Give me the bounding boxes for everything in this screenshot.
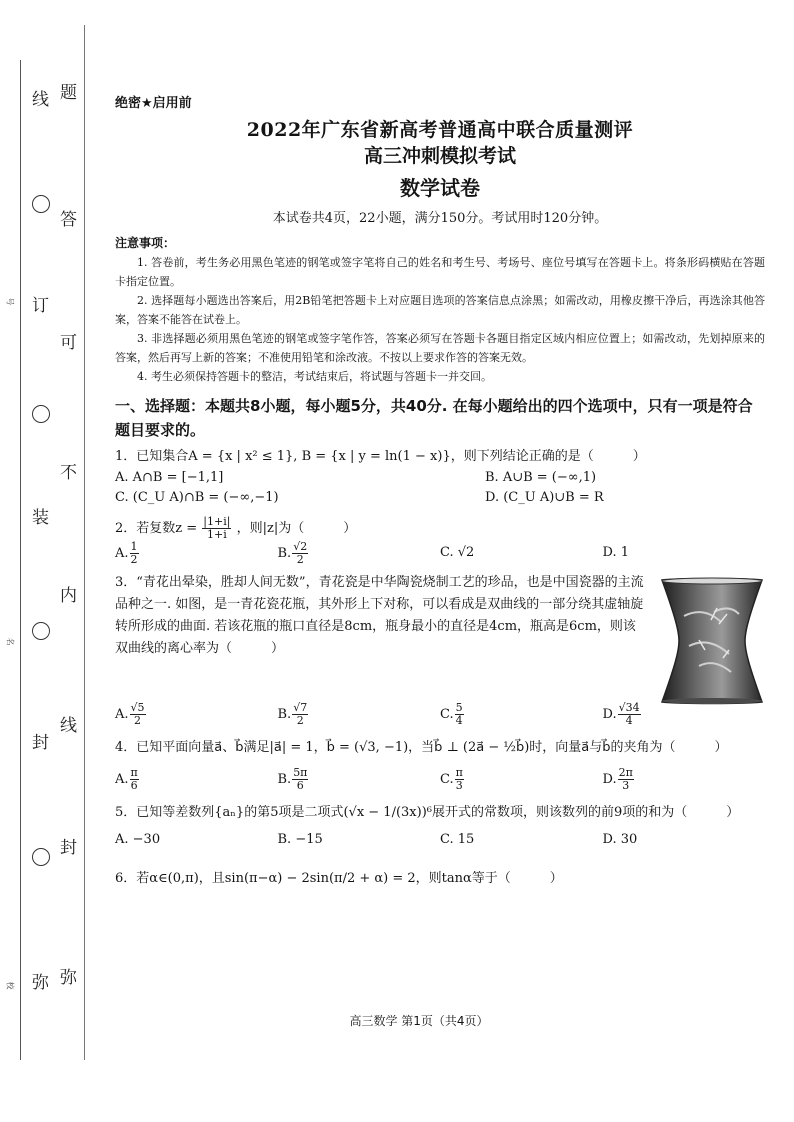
numerator: √5 xyxy=(130,701,145,714)
denominator: 1+i xyxy=(207,528,227,541)
binding-inner-line xyxy=(84,25,85,1060)
option-label: D. xyxy=(602,772,617,787)
denominator: 2 xyxy=(130,553,138,566)
option-d: D. 1 xyxy=(602,545,629,560)
denominator: 3 xyxy=(455,779,463,792)
question-2-suffix: ，则|z|为（ ） xyxy=(236,521,357,536)
denominator: 2 xyxy=(296,714,304,727)
question-4-options xyxy=(115,767,765,792)
option-d: D. 30 xyxy=(602,832,638,847)
option-c xyxy=(440,767,603,792)
exam-page xyxy=(115,92,765,890)
section-title: 一、选择题：本题共8小题，每小题5分，共40分. 在每小题给出的四个选项中，只有一项是符合题目要求的。 xyxy=(115,397,753,439)
fraction xyxy=(130,541,139,566)
margin-label-mark: 名 xyxy=(5,637,15,646)
notice-item: 4. 考生必须保持答题卡的整洁，考试结束后，将试题与答题卡一并交回。 xyxy=(137,370,492,383)
question-6-stem: 6．若α∈(0,π)，且sin(π−α) − 2sin(π/2 + α) = 2，则tanα等于（ ） xyxy=(115,871,563,886)
question-2-prefix: 2．若复数z = xyxy=(115,521,198,536)
fraction xyxy=(292,702,308,727)
numerator: 1 xyxy=(130,540,138,553)
numerator: √2 xyxy=(293,540,308,553)
seal-char: 不 xyxy=(60,463,77,483)
denominator: 6 xyxy=(296,779,304,792)
option-label: C. xyxy=(440,772,454,787)
option-c: C. 15 xyxy=(440,832,475,847)
option-c: C. (C_U A)∩B = (−∞,−1) xyxy=(115,490,279,505)
option-c xyxy=(440,702,603,727)
exam-subtitle: 高三冲刺模拟考试 xyxy=(363,145,516,167)
question-5-stem: 5．已知等差数列{aₙ}的第5项是二项式(√x − 1/(3x))⁶展开式的常数项，则该数列的前9项的和为（ ） xyxy=(115,805,740,820)
numerator: 5π xyxy=(293,766,308,779)
option-d xyxy=(603,767,766,792)
margin-label-mark: 号 xyxy=(5,297,15,306)
notice-item: 1. 答卷前，考生务必用黑色笔迹的钢笔或签字笔将自己的姓名和考生号、考场号、座位号填写在答题卡上。将条形码横贴在答题卡指定位置。 xyxy=(115,256,765,288)
fraction xyxy=(618,702,641,727)
option-d xyxy=(603,702,766,727)
question-2-stem xyxy=(115,516,765,541)
fraction xyxy=(292,541,308,566)
numerator: 2π xyxy=(618,766,633,779)
seal-char: 答 xyxy=(60,210,77,230)
question-1-stem: 1．已知集合A = {x | x² ≤ 1}, B = {x | y = ln(1 − x)}，则下列结论正确的是（ ） xyxy=(115,449,646,464)
binding-outer-line xyxy=(20,60,21,1060)
fraction xyxy=(202,516,231,541)
seal-char: 封 xyxy=(60,838,77,858)
seal-char: 可 xyxy=(60,333,77,353)
question-3-stem: 3．“青花出晕染，胜却人间无数”，青花瓷是中华陶瓷烧制工艺的珍品，也是中国瓷器的主流品种之一. 如图，是一青花瓷花瓶，其外形上下对称，可以看成是双曲线的一部分绕其虚轴旋转所形成的曲面. 若该花瓶的瓶口直径是8cm，瓶身最小的直径是4cm，瓶高是6cm，则该双曲线的离心率为（ ） xyxy=(115,575,644,656)
seal-char: 订 xyxy=(32,296,49,316)
page-number-label: 高三数学 第1页（共4页） xyxy=(349,1014,489,1028)
option-label: A. xyxy=(115,707,129,722)
seal-circle-icon xyxy=(32,622,50,640)
seal-char: 内 xyxy=(60,586,77,606)
option-label: B. xyxy=(277,707,292,722)
seal-circle-icon xyxy=(32,848,50,866)
option-d: D. (C_U A)∪B = R xyxy=(485,490,604,505)
seal-char: 弥 xyxy=(32,973,49,993)
numerator: π xyxy=(130,766,138,779)
seal-char: 装 xyxy=(32,508,49,528)
denominator: 4 xyxy=(625,714,633,727)
vase-image xyxy=(659,576,765,706)
seal-char: 线 xyxy=(60,716,77,736)
fraction xyxy=(130,767,139,792)
page-footer xyxy=(0,1012,794,1029)
seal-char: 线 xyxy=(32,90,49,110)
option-label: B. xyxy=(277,546,292,561)
fraction xyxy=(292,767,308,792)
numerator: π xyxy=(455,766,463,779)
seal-circle-icon xyxy=(32,195,50,213)
seal-char: 题 xyxy=(60,83,77,103)
binding-margin xyxy=(0,0,100,1060)
notice-item: 3. 非选择题必须用黑色笔迹的钢笔或签字笔作答，答案必须写在答题卡各题目指定区域内相应位置上；如需改动，先划掉原来的答案，然后再写上新的答案；不准使用铅笔和涂改液。不按以上要求作答的答案无效。 xyxy=(115,332,765,364)
margin-label-mark: 校 xyxy=(5,981,15,990)
denominator: 6 xyxy=(130,779,138,792)
option-b xyxy=(278,767,441,792)
option-b xyxy=(278,541,441,566)
fraction xyxy=(455,702,464,727)
question-3-options xyxy=(115,702,765,727)
question-1-options xyxy=(115,468,765,488)
fraction xyxy=(618,767,634,792)
denominator: 4 xyxy=(455,714,463,727)
subject-title: 数学试卷 xyxy=(400,176,480,200)
question-3 xyxy=(115,572,765,706)
option-a xyxy=(115,767,278,792)
question-1-options xyxy=(115,488,765,508)
option-a: A. A∩B = [−1,1] xyxy=(115,470,224,485)
exam-title: 2022年广东省新高考普通高中联合质量测评 xyxy=(246,119,634,141)
option-label: A. xyxy=(115,546,129,561)
denominator: 2 xyxy=(296,553,304,566)
option-b: B. −15 xyxy=(277,832,323,847)
confidential-label: 绝密★启用前 xyxy=(115,96,192,111)
option-c: C. √2 xyxy=(440,545,475,560)
numerator: √34 xyxy=(618,701,640,714)
notice-item: 2. 选择题每小题选出答案后，用2B铅笔把答题卡上对应题目选项的答案信息点涂黑；如需改动，用橡皮擦干净后，再选涂其他答案，答案不能答在试卷上。 xyxy=(115,294,765,326)
seal-circle-icon xyxy=(32,405,50,423)
question-5-options xyxy=(115,828,765,852)
denominator: 3 xyxy=(622,779,630,792)
seal-char: 封 xyxy=(32,733,49,753)
notice-title: 注意事项： xyxy=(115,236,176,250)
option-a xyxy=(115,541,278,566)
option-label: A. xyxy=(115,772,129,787)
numerator: |1+i| xyxy=(203,515,231,528)
numerator: √7 xyxy=(293,701,308,714)
option-a: A. −30 xyxy=(115,832,161,847)
fraction xyxy=(130,702,146,727)
option-a xyxy=(115,702,278,727)
option-label: D. xyxy=(602,707,617,722)
question-4-stem: 4．已知平面向量a⃗、b⃗满足|a⃗| = 1，b⃗ = (√3, −1)，当b⃗ ⊥ (2a⃗ − ½b⃗)时，向量a⃗与b⃗的夹角为（ ） xyxy=(115,740,728,755)
option-label: B. xyxy=(277,772,292,787)
denominator: 2 xyxy=(134,714,142,727)
numerator: 5 xyxy=(455,701,463,714)
seal-char: 弥 xyxy=(60,968,77,988)
option-b xyxy=(278,702,441,727)
exam-summary: 本试卷共4页，22小题，满分150分。考试用时120分钟。 xyxy=(272,211,608,226)
option-b: B. A∪B = (−∞,1) xyxy=(485,470,597,485)
question-2-options xyxy=(115,541,765,566)
option-label: C. xyxy=(440,707,454,722)
fraction xyxy=(455,767,464,792)
